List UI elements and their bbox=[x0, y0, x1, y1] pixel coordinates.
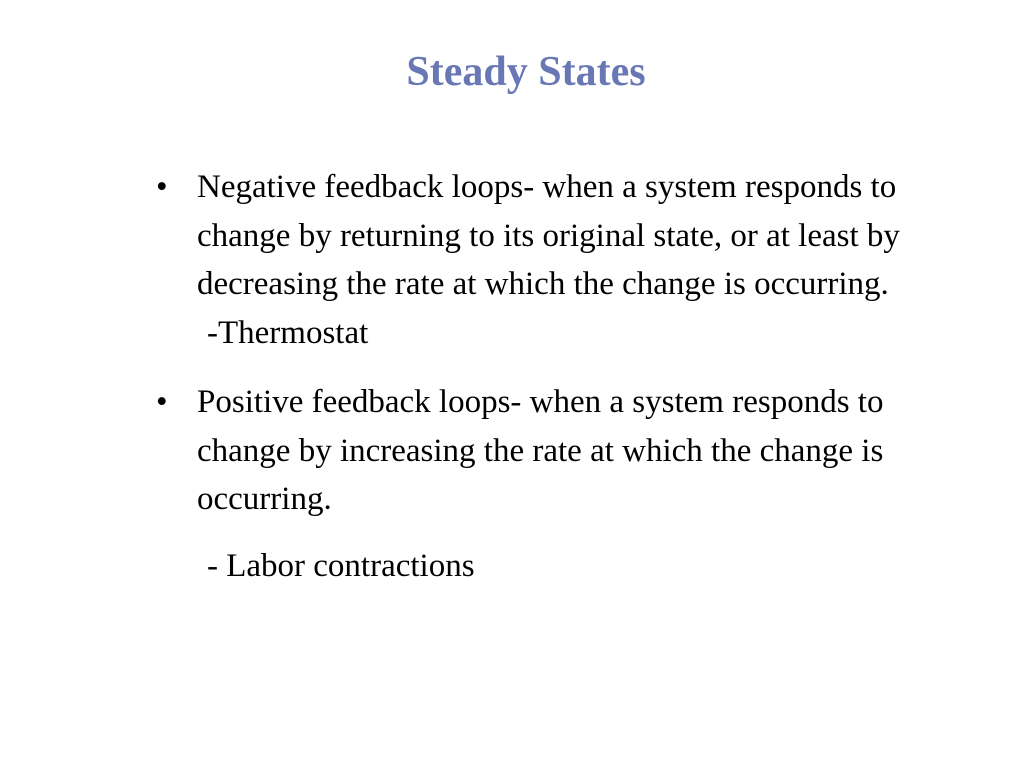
bullet-example-thermostat: -Thermostat bbox=[207, 314, 369, 351]
bullet-item-negative-feedback bbox=[150, 163, 970, 357]
slide-title: Steady States bbox=[406, 49, 646, 95]
bullet-dot-icon: • bbox=[156, 384, 168, 420]
bullet-text-negative-feedback: Negative feedback loops- when a system responds to change by returning to its original state, or at least by decreasing the rate at which the change is occurring. bbox=[197, 169, 900, 302]
bullet-item-positive-feedback bbox=[150, 378, 970, 590]
bullet-example-labor-contractions: - Labor contractions bbox=[207, 547, 475, 584]
bullet-text-positive-feedback: Positive feedback loops- when a system responds to change by increasing the rate at which the change is occurring. bbox=[197, 384, 884, 517]
bullet-dot-icon: • bbox=[156, 169, 168, 205]
bullet-list bbox=[150, 163, 970, 590]
